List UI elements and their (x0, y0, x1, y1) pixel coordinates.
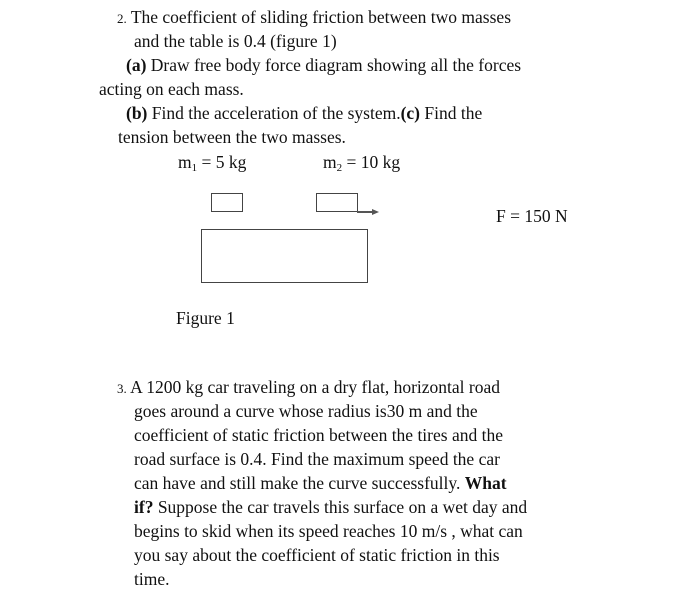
figure-caption: Figure 1 (176, 308, 235, 328)
force-label: F = 150 N (496, 206, 568, 226)
table-block (201, 229, 368, 283)
q3-line-1: 3. A 1200 kg car traveling on a dry flat, horizontal road (117, 377, 500, 397)
mass-1-block (211, 193, 243, 212)
force-arrow-head (372, 209, 379, 215)
q2-part-b-c: (b) Find the acceleration of the system.(c) Find the (126, 103, 483, 123)
q3-line-5: can have and still make the curve successfully. What (134, 473, 507, 493)
mass-2-block (316, 193, 358, 212)
q3-line-2: goes around a curve whose radius is30 m and the (134, 401, 478, 421)
q2-number: 2. (117, 11, 127, 26)
q2-part-a: (a) Draw free body force diagram showing all the forces (126, 55, 522, 75)
q2-part-c-line-2: tension between the two masses. (118, 127, 346, 147)
q3-line-4: road surface is 0.4. Find the maximum speed the car (134, 449, 500, 469)
q3-line-7: begins to skid when its speed reaches 10 m/s , what can (134, 521, 523, 541)
mass-2-label: $m_2 = 10$ kg (323, 152, 401, 174)
q3-number: 3. (117, 381, 127, 396)
q2-line-1: 2. The coefficient of sliding friction between two masses (117, 7, 512, 27)
q3-line-6: if? Suppose the car travels this surface on a wet day and (134, 497, 528, 517)
mass-1-label: $m_1 = 5$ kg (178, 152, 247, 174)
q3-line-9: time. (134, 569, 170, 589)
q2-line-2: and the table is 0.4 (figure 1) (134, 31, 337, 51)
q2-part-a-line-2: acting on each mass. (99, 79, 244, 99)
q3-line-3: coefficient of static friction between the tires and the (134, 425, 503, 445)
q3-line-8: you say about the coefficient of static friction in this (134, 545, 500, 565)
